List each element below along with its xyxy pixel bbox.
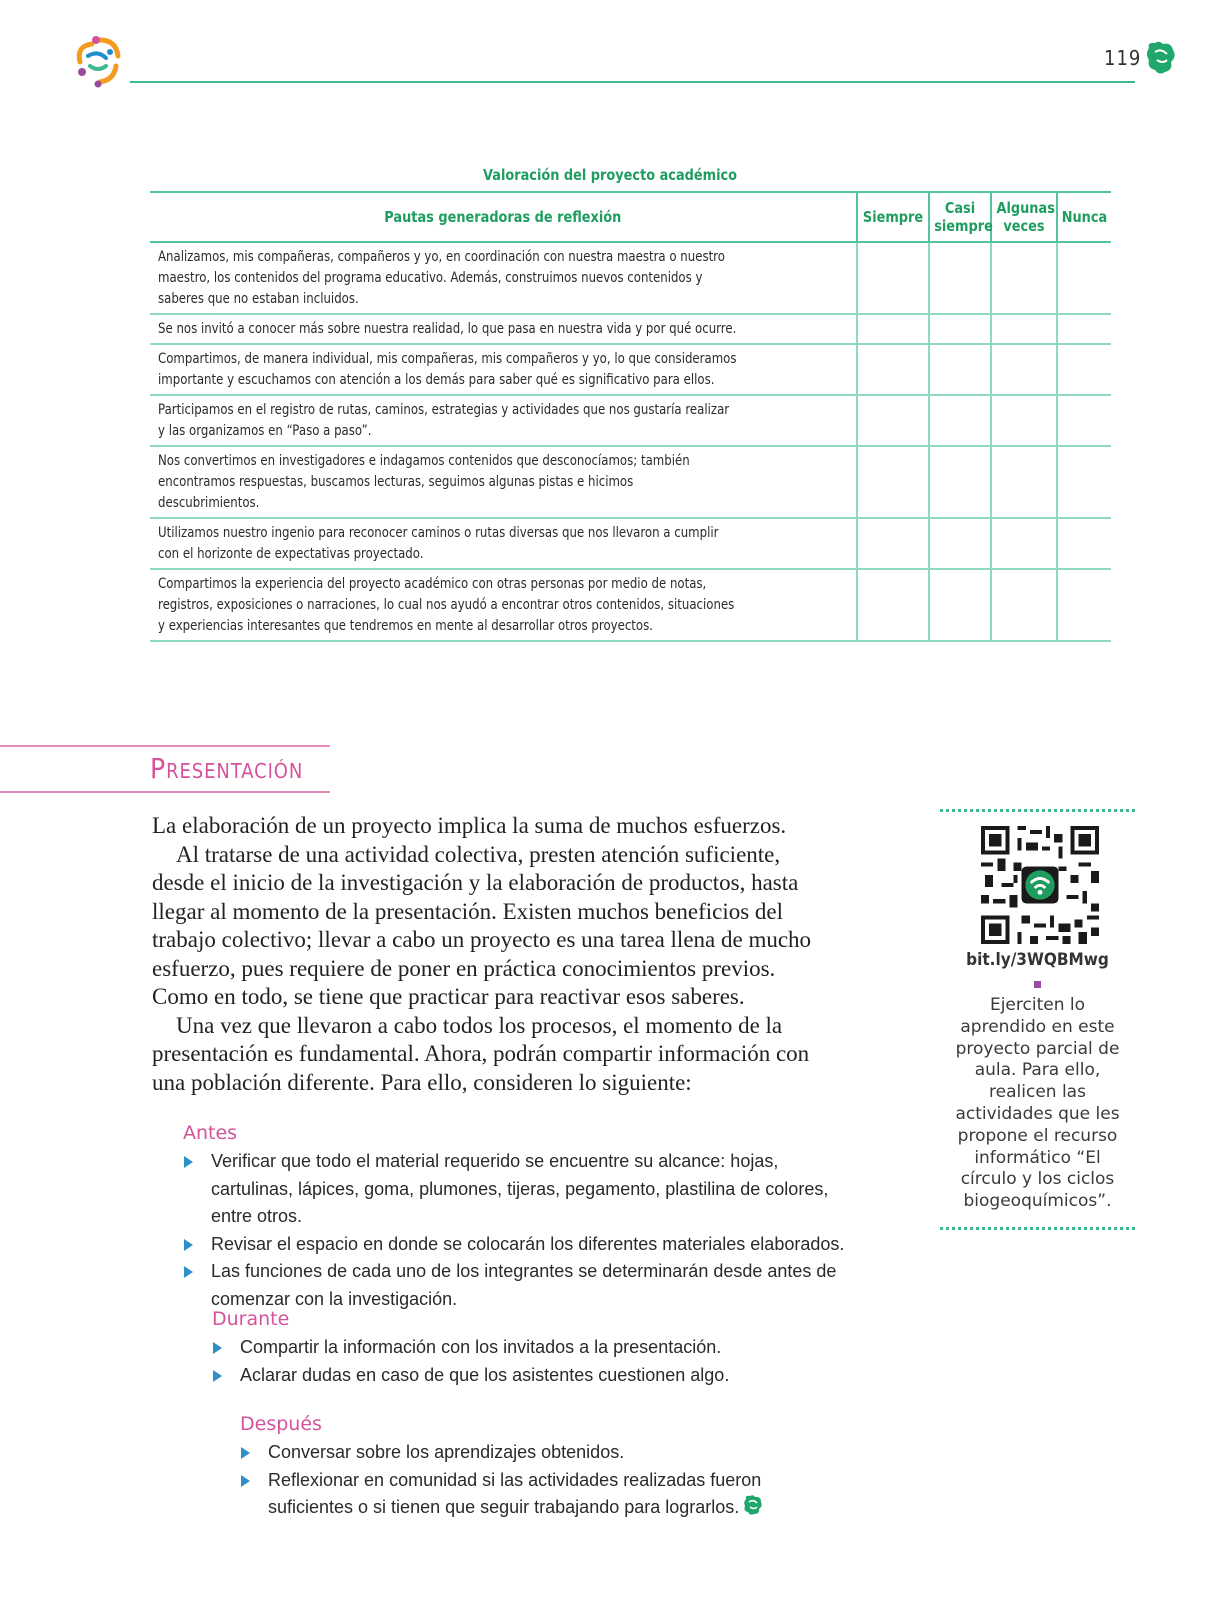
despues-list	[240, 1439, 840, 1522]
list-item: Reflexionar en comunidad si las actividades realizadas fueron suficientes o si tienen que seguir trabajando para lograrlos.	[240, 1467, 840, 1522]
antes-block	[183, 1122, 863, 1313]
paragraph: Al tratarse de una actividad colectiva, presten atención suficiente, desde el inicio de la investigación y la elaboración de productos, hasta llegar al momento de la presentación. Existen muchos beneficios del trabajo colectivo; llevar a cabo un proyecto es una tarea llena de mucho esfuerzo, pues requiere de poner en práctica conocimientos previos. Como en todo, se tiene que practicar para reactivar esos saberes.	[152, 841, 812, 1009]
rating-cell[interactable]	[857, 446, 929, 518]
criteria-cell: Analizamos, mis compañeras, compañeros y yo, en coordinación con nuestra maestra o nuestro maestro, los contenidos del programa educativo. Además, construimos nuevos contenidos y saberes que no estaban incluidos.	[150, 242, 857, 314]
rating-cell[interactable]	[857, 518, 929, 569]
list-item: Compartir la información con los invitados a la presentación.	[212, 1334, 832, 1362]
list-item: Aclarar dudas en caso de que los asistentes cuestionen algo.	[212, 1362, 832, 1390]
table-row	[150, 518, 1111, 569]
bullet-arrow-icon	[184, 1156, 193, 1168]
rating-cell[interactable]	[991, 518, 1057, 569]
rating-cell[interactable]	[1057, 314, 1111, 344]
table-row	[150, 314, 1111, 344]
list-item: Las funciones de cada uno de los integrantes se determinarán desde antes de comenzar con la investigación.	[183, 1258, 863, 1313]
rating-cell[interactable]	[929, 446, 991, 518]
rating-cell[interactable]	[991, 344, 1057, 395]
page-number: 119	[1104, 46, 1142, 70]
bullet-arrow-icon	[213, 1370, 222, 1382]
rating-cell[interactable]	[857, 395, 929, 446]
rating-cell[interactable]	[857, 344, 929, 395]
table-row	[150, 569, 1111, 641]
table-row	[150, 446, 1111, 518]
table-row	[150, 344, 1111, 395]
bullet-arrow-icon	[184, 1266, 193, 1278]
rating-cell[interactable]	[1057, 446, 1111, 518]
bullet-arrow-icon	[184, 1239, 193, 1251]
rating-cell[interactable]	[991, 314, 1057, 344]
criteria-cell: Nos convertimos en investigadores e indagamos contenidos que desconocíamos; también encontramos respuestas, buscamos lecturas, seguimos algunas pistas e hicimos descubrimientos.	[150, 446, 857, 518]
paragraph: Una vez que llevaron a cabo todos los procesos, el momento de la presentación es fundamental. Ahora, podrán compartir información con una población diferente. Para ello, consideren lo siguiente:	[152, 1012, 810, 1095]
header-rule	[130, 81, 1135, 83]
evaluation-table	[150, 191, 1111, 642]
rating-cell[interactable]	[857, 569, 929, 641]
rating-cell[interactable]	[857, 314, 929, 344]
durante-list	[212, 1334, 832, 1389]
section-rule-bottom	[0, 791, 330, 793]
rating-cell[interactable]	[929, 569, 991, 641]
rating-cell[interactable]	[929, 242, 991, 314]
list-item: Conversar sobre los aprendizajes obtenidos.	[240, 1439, 840, 1467]
end-mark-icon	[743, 1494, 763, 1516]
column-header-casi-siempre: Casi siempre	[929, 192, 991, 242]
column-header-siempre: Siempre	[857, 192, 929, 242]
antes-list	[183, 1148, 863, 1313]
rating-cell[interactable]	[929, 344, 991, 395]
rating-cell[interactable]	[991, 242, 1057, 314]
rating-cell[interactable]	[1057, 518, 1111, 569]
rating-cell[interactable]	[991, 446, 1057, 518]
sidebar-rule-top	[940, 809, 1135, 812]
rating-cell[interactable]	[1057, 395, 1111, 446]
rating-cell[interactable]	[857, 242, 929, 314]
column-header-algunas-veces: Algunas veces	[991, 192, 1057, 242]
criteria-cell: Compartimos, de manera individual, mis compañeras, mis compañeros y yo, lo que consideramos importante y escuchamos con atención a los demás para saber qué es significativo para ellos.	[150, 344, 857, 395]
antes-heading: Antes	[183, 1122, 238, 1144]
table-row	[150, 395, 1111, 446]
durante-heading: Durante	[212, 1308, 290, 1330]
resource-link[interactable]: bit.ly/3WQBMwg	[966, 950, 1109, 970]
purple-square-icon	[1034, 981, 1041, 988]
intro-text	[152, 812, 832, 1097]
section-rule-top	[0, 745, 330, 747]
list-item: Revisar el espacio en donde se colocarán los diferentes materiales elaborados.	[183, 1231, 863, 1259]
paragraph: La elaboración de un proyecto implica la suma de muchos esfuerzos.	[152, 813, 787, 838]
rating-cell[interactable]	[929, 395, 991, 446]
rating-cell[interactable]	[991, 569, 1057, 641]
page-corner-icon	[1145, 40, 1177, 76]
criteria-cell: Se nos invitó a conocer más sobre nuestra realidad, lo que pasa en nuestra vida y por qué ocurre.	[150, 314, 857, 344]
rating-cell[interactable]	[1057, 242, 1111, 314]
criteria-cell: Utilizamos nuestro ingenio para reconocer caminos o rutas diversas que nos llevaron a cumplir con el horizonte de expectativas proyectado.	[150, 518, 857, 569]
column-header-criteria: Pautas generadoras de reflexión	[150, 192, 857, 242]
rating-cell[interactable]	[1057, 344, 1111, 395]
bullet-arrow-icon	[213, 1342, 222, 1354]
qr-code-icon[interactable]	[981, 826, 1099, 944]
durante-block	[212, 1308, 832, 1389]
criteria-cell: Compartimos la experiencia del proyecto académico con otras personas por medio de notas, registros, exposiciones o narraciones, lo cual nos ayudó a encontrar otros contenidos, situaciones y experiencias interesantes que tendremos en mente al desarrollar otros proyectos.	[150, 569, 857, 641]
logo-icon	[70, 32, 126, 88]
table-title: Valoración del proyecto académico	[482, 166, 738, 184]
table-row	[150, 242, 1111, 314]
rating-cell[interactable]	[1057, 569, 1111, 641]
rating-cell[interactable]	[991, 395, 1057, 446]
list-item: Verificar que todo el material requerido se encuentre su alcance: hojas, cartulinas, lápices, goma, plumones, tijeras, pegamento, plastilina de colores, entre otros.	[183, 1148, 863, 1231]
section-title: Presentación	[150, 752, 304, 785]
despues-block	[240, 1413, 840, 1522]
sidebar-rule-bottom	[940, 1227, 1135, 1230]
rating-cell[interactable]	[929, 314, 991, 344]
bullet-arrow-icon	[241, 1475, 250, 1487]
rating-cell[interactable]	[929, 518, 991, 569]
criteria-cell: Participamos en el registro de rutas, caminos, estrategias y actividades que nos gustaría realizar y las organizamos en “Paso a paso”.	[150, 395, 857, 446]
bullet-arrow-icon	[241, 1447, 250, 1459]
sidebar-text: Ejerciten lo aprendido en este proyecto parcial de aula. Para ello, realicen las actividades que les propone el recurso informático “El círculo y los ciclos biogeoquímicos”.	[955, 995, 1120, 1212]
column-header-nunca: Nunca	[1057, 192, 1111, 242]
despues-heading: Después	[240, 1413, 322, 1435]
